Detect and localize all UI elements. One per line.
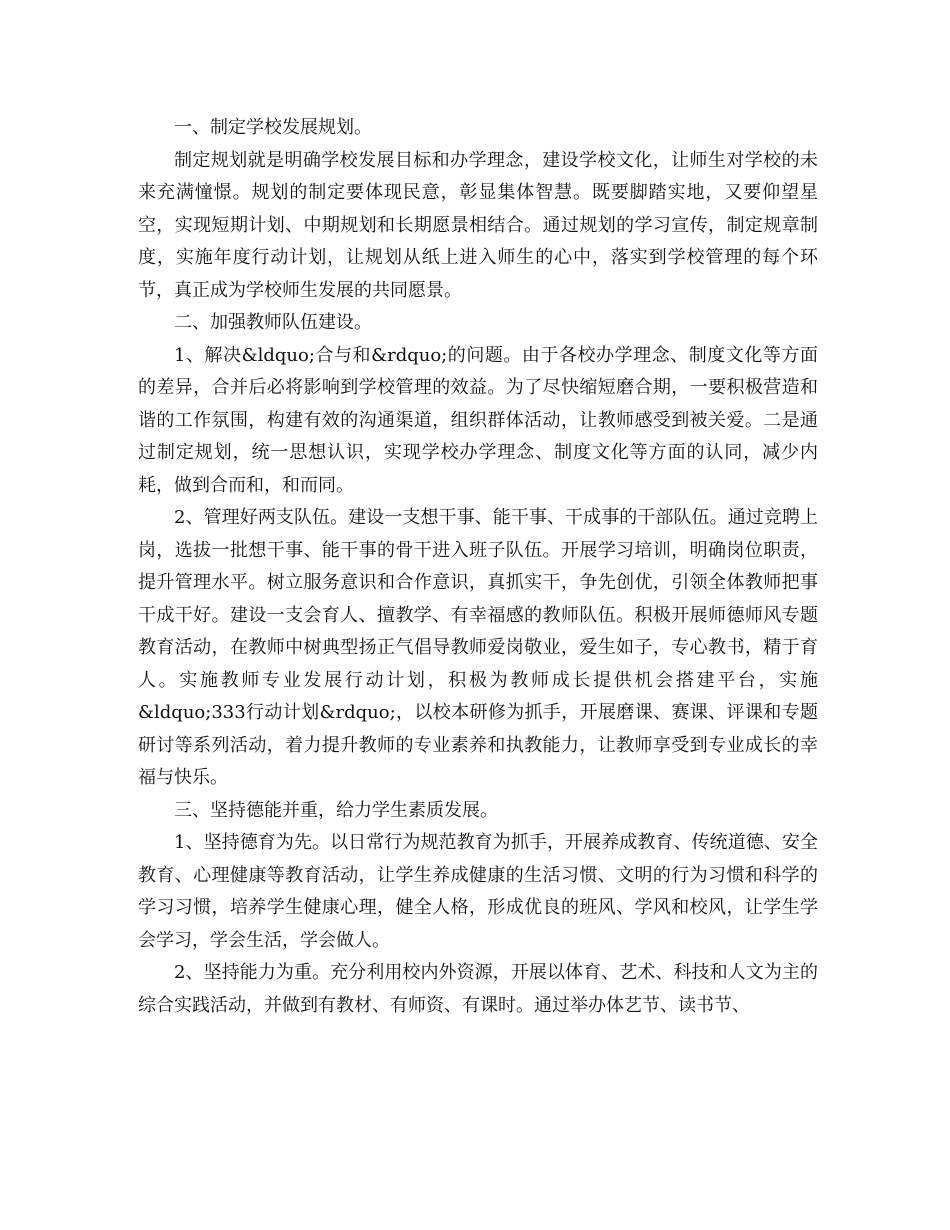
paragraph: 1、坚持德育为先。以日常行为规范教育为抓手，开展养成教育、传统道德、安全教育、心理健康等教育活动，让学生养成健康的生活习惯、文明的行为习惯和科学的学习习惯，培养学生健康心理，健全人格，形成优良的班风、学风和校风，让学生学会学习，学会生活，学会做人。 bbox=[138, 832, 818, 951]
paragraph: 2、坚持能力为重。充分利用校内外资源，开展以体育、艺术、科技和人文为主的综合实践活动，并做到有教材、有师资、有课时。通过举办体艺节、读书节、 bbox=[138, 962, 818, 1016]
paragraph: 2、管理好两支队伍。建设一支想干事、能干事、干成事的干部队伍。通过竞聘上岗，选拔一批想干事、能干事的骨干进入班子队伍。开展学习培训，明确岗位职责，提升管理水平。树立服务意识和合作意识，真抓实干，争先创优，引领全体教师把事干成干好。建设一支会育人、擅教学、有幸福感的教师队伍。积极开展师德师风专题教育活动，在教师中树典型扬正气倡导教师爱岗敬业，爱生如子，专心教书，精于育人。实施教师专业发展行动计划，积极为教师成长提供机会搭建平台，实施&ldquo;333行动计划&rdquo;，以校本研修为抓手，开展磨课、赛课、评课和专题研讨等系列活动，着力提升教师的专业素养和执教能力，让教师享受到专业成长的幸福与快乐。 bbox=[138, 507, 818, 788]
heading-1: 一、制定学校发展规划。 bbox=[174, 117, 372, 138]
paragraph: 1、解决&ldquo;合与和&rdquo;的问题。由于各校办学理念、制度文化等方面的差异，合并后必将影响到学校管理的效益。为了尽快缩短磨合期，一要积极营造和谐的工作氛围，构建有效的沟通渠道，组织群体活动，让教师感受到被关爱。二是通过制定规划，统一思想认识，实现学校办学理念、制度文化等方面的认同，减少内耗，做到合而和，和而同。 bbox=[138, 344, 818, 496]
heading-3: 三、坚持德能并重，给力学生素质发展。 bbox=[174, 799, 498, 821]
paragraph: 制定规划就是明确学校发展目标和办学理念，建设学校文化，让师生对学校的未来充满憧憬。规划的制定要体现民意，彰显集体智慧。既要脚踏实地，又要仰望星空，实现短期计划、中期规划和长期愿景相结合。通过规划的学习宣传，制定规章制度，实施年度行动计划，让规划从纸上进入师生的心中，落实到学校管理的每个环节，真正成为学校师生发展的共同愿景。 bbox=[138, 149, 818, 301]
heading-2: 二、加强教师队伍建设。 bbox=[174, 312, 372, 333]
document-body bbox=[138, 112, 818, 1022]
